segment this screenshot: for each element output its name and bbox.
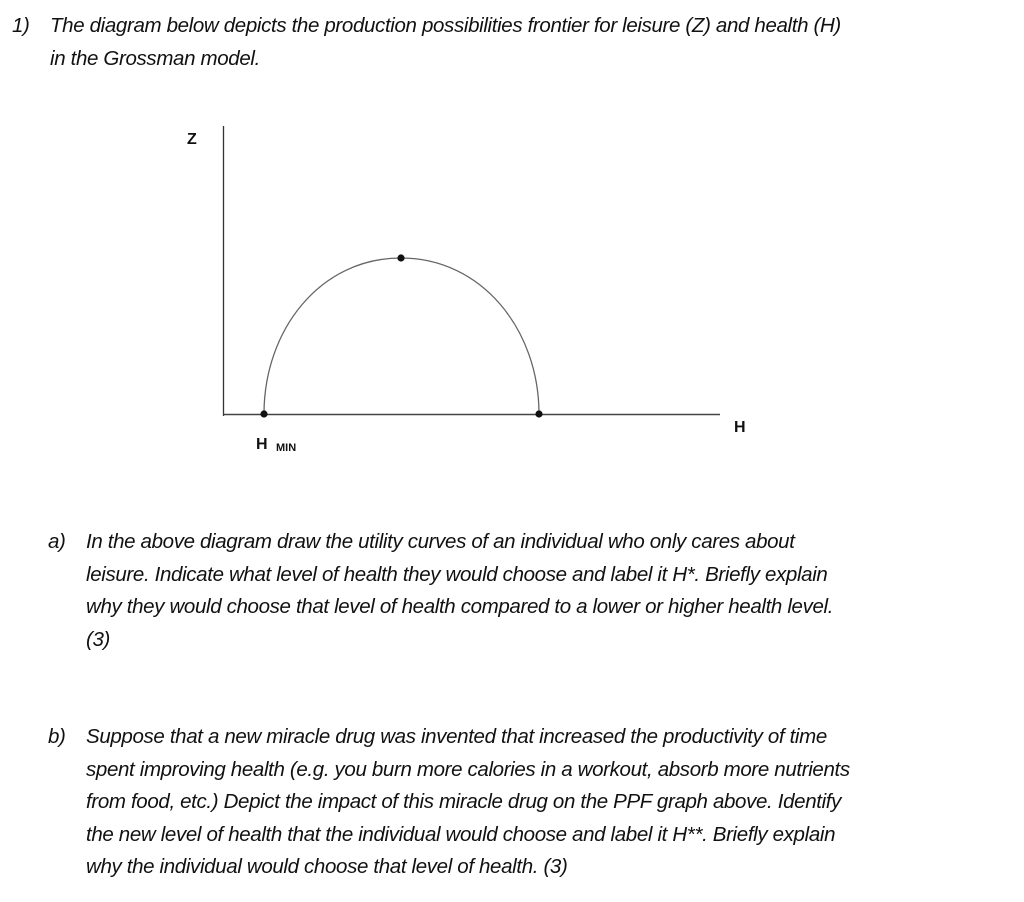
- text-line: the new level of health that the individual would choose and label it H**. Briefly explain: [86, 822, 836, 846]
- text-line: In the above diagram draw the utility curves of an individual who only cares about: [86, 530, 795, 553]
- text-line: from food, etc.) Depict the impact of this miracle drug on the PPF graph above. Identify: [86, 790, 842, 813]
- h-axis-label: H: [734, 419, 746, 436]
- part-a-text: [86, 526, 833, 656]
- text-line: Suppose that a new miracle drug was invented that increased the productivity of time: [86, 725, 827, 748]
- text-line: The diagram below depicts the production possibilities frontier for leisure (Z) and health (H): [50, 14, 841, 37]
- ppf-curve: [264, 258, 539, 414]
- hmin-point: [260, 410, 267, 417]
- text-line: (3): [86, 627, 111, 651]
- part-label: b): [48, 725, 66, 748]
- part-label: a): [48, 530, 66, 553]
- text-line: spent improving health (e.g. you burn more calories in a workout, absorb more nutrients: [86, 757, 850, 781]
- right-intercept-point: [535, 410, 542, 417]
- z-axis-label: Z: [187, 131, 197, 148]
- text-line: leisure. Indicate what level of health they would choose and label it H*. Briefly explain: [86, 562, 828, 586]
- text-line: why the individual would choose that level of health. (3): [86, 855, 568, 878]
- question-number: 1): [12, 14, 30, 37]
- part-b-text: [86, 721, 850, 884]
- hmin-label: H: [256, 436, 268, 453]
- peak-point: [397, 254, 404, 261]
- text-line: why they would choose that level of health compared to a lower or higher health level.: [86, 595, 834, 618]
- hmin-subscript: MIN: [276, 442, 297, 454]
- text-line: in the Grossman model.: [50, 46, 260, 70]
